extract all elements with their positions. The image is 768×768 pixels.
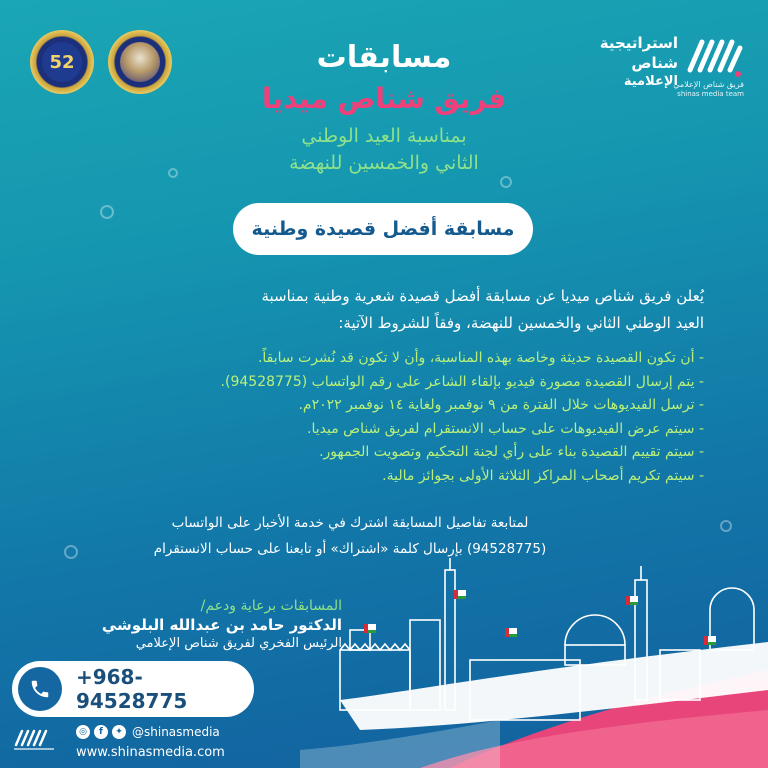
condition-item: - سيتم تقييم القصيدة بناء على رأي لجنة التحكيم وتصويت الجمهور.: [319, 444, 704, 461]
decor-circle: [100, 205, 114, 219]
condition-item: - سيتم تكريم أصحاب المراكز الثلاثة الأولى بجوائز مالية.: [382, 467, 704, 484]
condition-item: - أن تكون القصيدة حديثة وخاصة بهذه المناسبة، وأن لا تكون قد نُشرت سابقاً.: [257, 350, 704, 366]
occasion-line-2: الثاني والخمسين للنهضة: [289, 152, 479, 174]
phone-number: +968-94528775: [75, 665, 188, 713]
decor-circle: [64, 545, 78, 559]
page-title: مسابقات: [316, 40, 452, 75]
brand-title-3: الإعلامية: [623, 74, 678, 89]
team-title: فريق شناص ميديا: [261, 82, 507, 115]
sponsor-name: الدكتور حامد بن عبدالله البلوشي: [101, 616, 342, 634]
competition-badge: مسابقة أفضل قصيدة وطنية: [233, 203, 533, 255]
sponsor-role: الرئيس الفخري لفريق شناص الإعلامي: [135, 636, 342, 651]
social-links: [76, 725, 220, 739]
intro-text: [70, 283, 704, 337]
condition-item: - ترسل الفيديوهات خلال الفترة من ٩ نوفمبر ولغاية ١٤ نوفمبر ٢٠٢٢م.: [298, 397, 704, 414]
instagram-icon[interactable]: ◎: [76, 725, 90, 739]
phone-contact-button[interactable]: [12, 661, 254, 717]
intro-line-2: العيد الوطني الثاني والخمسين للنهضة، وفقاً للشروط الآتية:: [338, 314, 704, 332]
brand-sub-en: shinas media team: [677, 90, 744, 98]
seal-number: 52: [42, 42, 82, 82]
decor-circle: [720, 520, 732, 532]
website-link[interactable]: www.shinasmedia.com: [76, 745, 225, 760]
intro-line-1: يُعلن فريق شناص ميديا عن مسابقة أفضل قصيدة شعرية وطنية بمناسبة: [261, 287, 704, 305]
decor-circle: [500, 176, 512, 188]
condition-item: - يتم إرسال القصيدة مصورة فيديو بإلقاء الشاعر على رقم الواتساب (94528775).: [220, 373, 704, 390]
brand-title-2: شناص: [631, 54, 678, 72]
footer-logo-icon: [12, 727, 68, 753]
facebook-icon[interactable]: f: [94, 725, 108, 739]
follow-line-1: لمتابعة تفاصيل المسابقة اشترك في خدمة الأخبار على الواتساب: [171, 515, 529, 531]
sponsor-line-1: المسابقات برعاية ودعم/: [200, 598, 342, 614]
brand-title-1: استراتيجية: [599, 34, 678, 52]
occasion-line-1: بمناسبة العيد الوطني: [301, 125, 467, 147]
social-handle[interactable]: @shinasmedia: [132, 725, 220, 739]
phone-icon: [18, 667, 62, 711]
landmarks-illustration: [300, 550, 768, 768]
follow-line-2: (94528775) بإرسال كلمة «اشتراك» أو تابعنا على حساب الانستقرام: [153, 541, 547, 557]
twitter-icon[interactable]: ✦: [112, 725, 126, 739]
conditions-list: [80, 347, 704, 489]
brand-sub-ar: فريق شناص الإعلامي: [673, 80, 744, 89]
sponsor-block: [12, 598, 342, 651]
condition-item: - سيتم عرض الفيديوهات على حساب الانستقرام لفريق شناص ميديا.: [307, 420, 704, 437]
